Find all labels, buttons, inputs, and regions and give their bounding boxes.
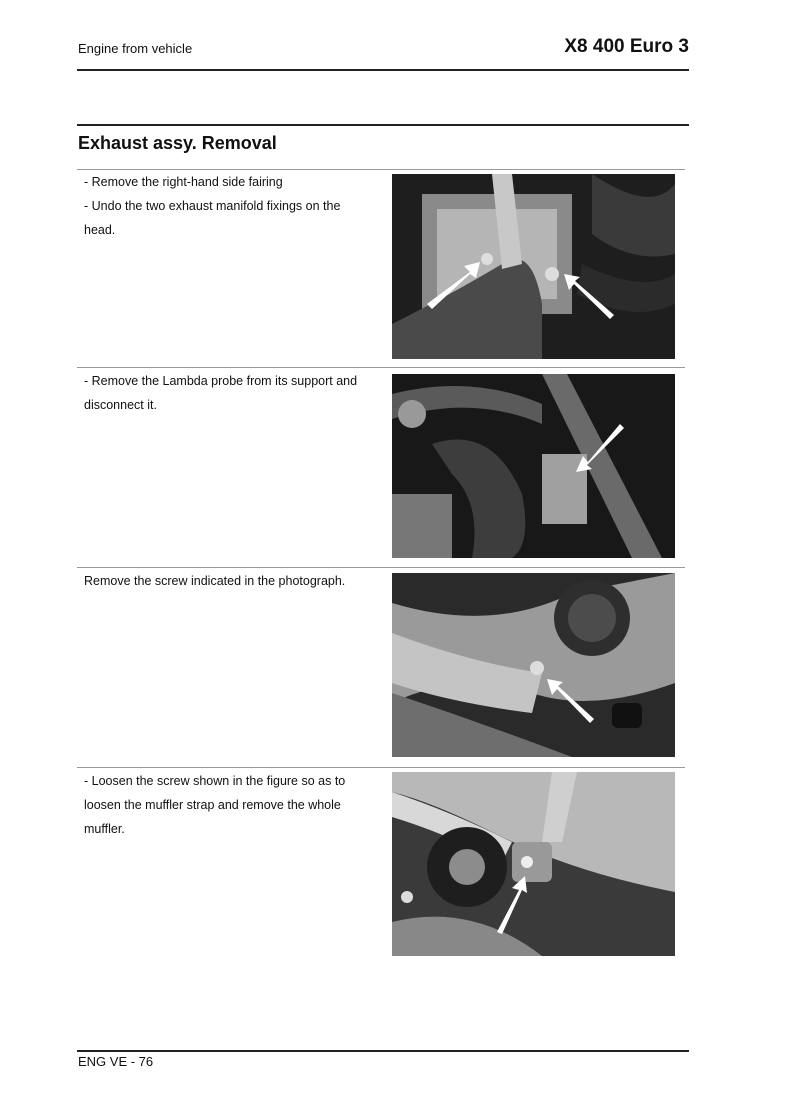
step-divider-3 bbox=[77, 767, 685, 768]
step-1-photo bbox=[392, 174, 675, 359]
step-1-text bbox=[84, 170, 384, 242]
running-header-left: Engine from vehicle bbox=[78, 41, 193, 56]
section-title: Exhaust assy. Removal bbox=[78, 133, 277, 153]
step-divider-1 bbox=[77, 367, 685, 368]
step-divider-2 bbox=[77, 567, 685, 568]
step-4-line-2: loosen the muffler strap and remove the whole bbox=[84, 798, 341, 812]
muffler-strap-photo bbox=[392, 772, 675, 956]
step-4-photo bbox=[392, 772, 675, 956]
step-1-line-3: head. bbox=[84, 223, 116, 237]
step-2-photo bbox=[392, 374, 675, 558]
step-4-text bbox=[84, 769, 384, 841]
step-4-line-3: muffler. bbox=[84, 822, 125, 836]
footer-rule bbox=[77, 1050, 689, 1052]
lambda-probe-photo bbox=[392, 374, 675, 558]
running-header-right: X8 400 Euro 3 bbox=[564, 36, 689, 57]
exhaust-manifold-photo bbox=[392, 174, 675, 359]
header-rule bbox=[77, 69, 689, 71]
step-2-line-1: - Remove the Lambda probe from its support and bbox=[84, 374, 358, 388]
section-rule bbox=[77, 124, 689, 126]
step-2-text bbox=[84, 369, 384, 417]
page-number: ENG VE - 76 bbox=[78, 1054, 154, 1069]
step-4-line-1: - Loosen the screw shown in the figure so as to bbox=[84, 774, 346, 788]
step-3-photo bbox=[392, 573, 675, 757]
frame-screw-photo bbox=[392, 573, 675, 757]
step-3-line-1: Remove the screw indicated in the photograph. bbox=[84, 574, 346, 588]
step-3-text bbox=[84, 569, 384, 593]
step-2-line-2: disconnect it. bbox=[84, 398, 157, 412]
step-1-line-1: - Remove the right-hand side fairing bbox=[84, 175, 283, 189]
step-1-line-2: - Undo the two exhaust manifold fixings on the bbox=[84, 199, 341, 213]
